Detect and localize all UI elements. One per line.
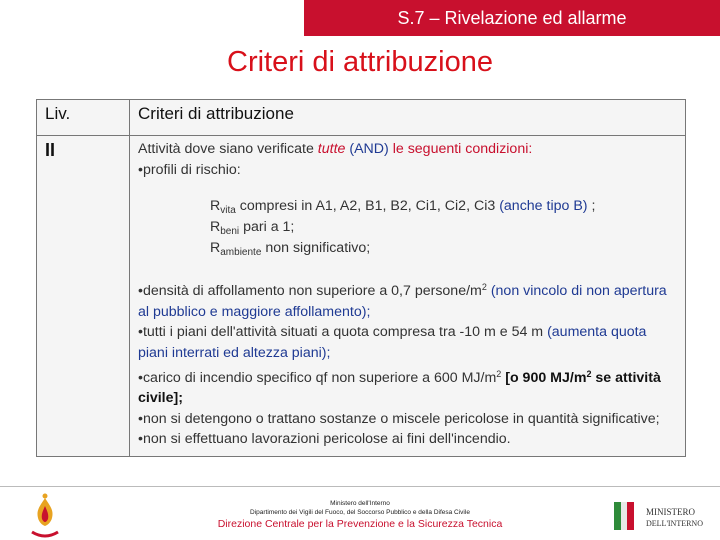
- footer-divider: [0, 486, 720, 487]
- ministry-logo-icon: [612, 498, 718, 534]
- bullet-text: •carico di incendio specifico qf non superiore a 600 MJ/m: [138, 369, 497, 386]
- header-bar: [304, 0, 720, 36]
- bullet-processes: •non si effettuano lavorazioni pericolose ai fini dell'incendio.: [138, 431, 511, 448]
- risk-profile-label: •profili di rischio:: [138, 161, 241, 178]
- risk-symbol: R: [210, 240, 221, 257]
- criteria-cell: [130, 136, 686, 457]
- bullet-note: (aumenta quota piani interrati ed altezza piani);: [138, 324, 647, 361]
- bullet-bold-end: se attività civile];: [138, 369, 661, 407]
- fire-brigade-emblem-icon: [18, 492, 72, 538]
- intro-emphasis: tutte: [317, 141, 346, 157]
- bullet-text: •tutti i piani dell'attività situati a quota compresa tra -10 m e 54 m: [138, 324, 548, 341]
- intro-line: [138, 139, 679, 160]
- risk-subscript: beni: [220, 226, 240, 238]
- superscript: 2: [481, 282, 487, 293]
- column-header-level: Liv.: [37, 100, 130, 136]
- table-header-row: [37, 100, 686, 136]
- intro-text: Attività dove siano verificate: [138, 141, 318, 157]
- footer-text: [200, 500, 520, 532]
- criteria-table: [36, 99, 686, 457]
- risk-subscript: vita: [220, 205, 236, 217]
- level-cell: II: [37, 136, 130, 457]
- bullet-fire-load: [138, 364, 679, 409]
- risk-symbol: R: [210, 219, 221, 236]
- ministry-logo-line2: DELL'INTERNO: [646, 519, 703, 528]
- risk-ambiente: [210, 240, 679, 261]
- risk-profile-list: [138, 198, 679, 261]
- risk-text: non significativo;: [261, 240, 371, 257]
- table-row: [37, 136, 686, 457]
- bullet-bold: [o 900 MJ/m: [501, 369, 587, 386]
- footer-department: Dipartimento dei Vigili del Fuoco, del Soccorso Pubblico e della Difesa Civile: [250, 509, 470, 516]
- risk-note: (anche tipo B): [499, 198, 588, 215]
- risk-vita: [210, 198, 679, 219]
- risk-text: compresi in A1, A2, B1, B2, Ci1, Ci2, Ci3: [235, 198, 500, 215]
- superscript: 2: [496, 368, 502, 379]
- superscript: 2: [586, 368, 592, 379]
- footer-ministry: Ministero dell'Interno: [330, 500, 390, 507]
- bullet-density: [138, 277, 679, 322]
- risk-symbol: R: [210, 198, 221, 215]
- risk-beni: [210, 219, 679, 240]
- bullet-note: (non vincolo di non apertura al pubblico e maggiore affollamento);: [138, 283, 667, 320]
- risk-subscript: ambiente: [220, 247, 262, 259]
- bullet-substances: •non si detengono o trattano sostanze o miscele pericolose in quantità significative;: [138, 410, 660, 427]
- slide-header-title: S.7 – Rivelazione ed allarme: [397, 8, 627, 28]
- bullet-text: •densità di affollamento non superiore a 0,7 persone/m: [138, 283, 482, 300]
- risk-end: ;: [587, 198, 596, 215]
- risk-text: pari a 1;: [239, 219, 295, 236]
- page-title: Criteri di attribuzione: [227, 46, 493, 78]
- column-header-criteria: Criteri di attribuzione: [130, 100, 686, 136]
- footer-directorate: Direzione Centrale per la Prevenzione e la Sicurezza Tecnica: [217, 518, 503, 530]
- ministry-logo-line1: MINISTERO: [646, 507, 695, 517]
- intro-and: (AND): [345, 141, 389, 157]
- bullet-floors: [138, 322, 679, 363]
- intro-conditions: le seguenti condizioni:: [388, 141, 533, 157]
